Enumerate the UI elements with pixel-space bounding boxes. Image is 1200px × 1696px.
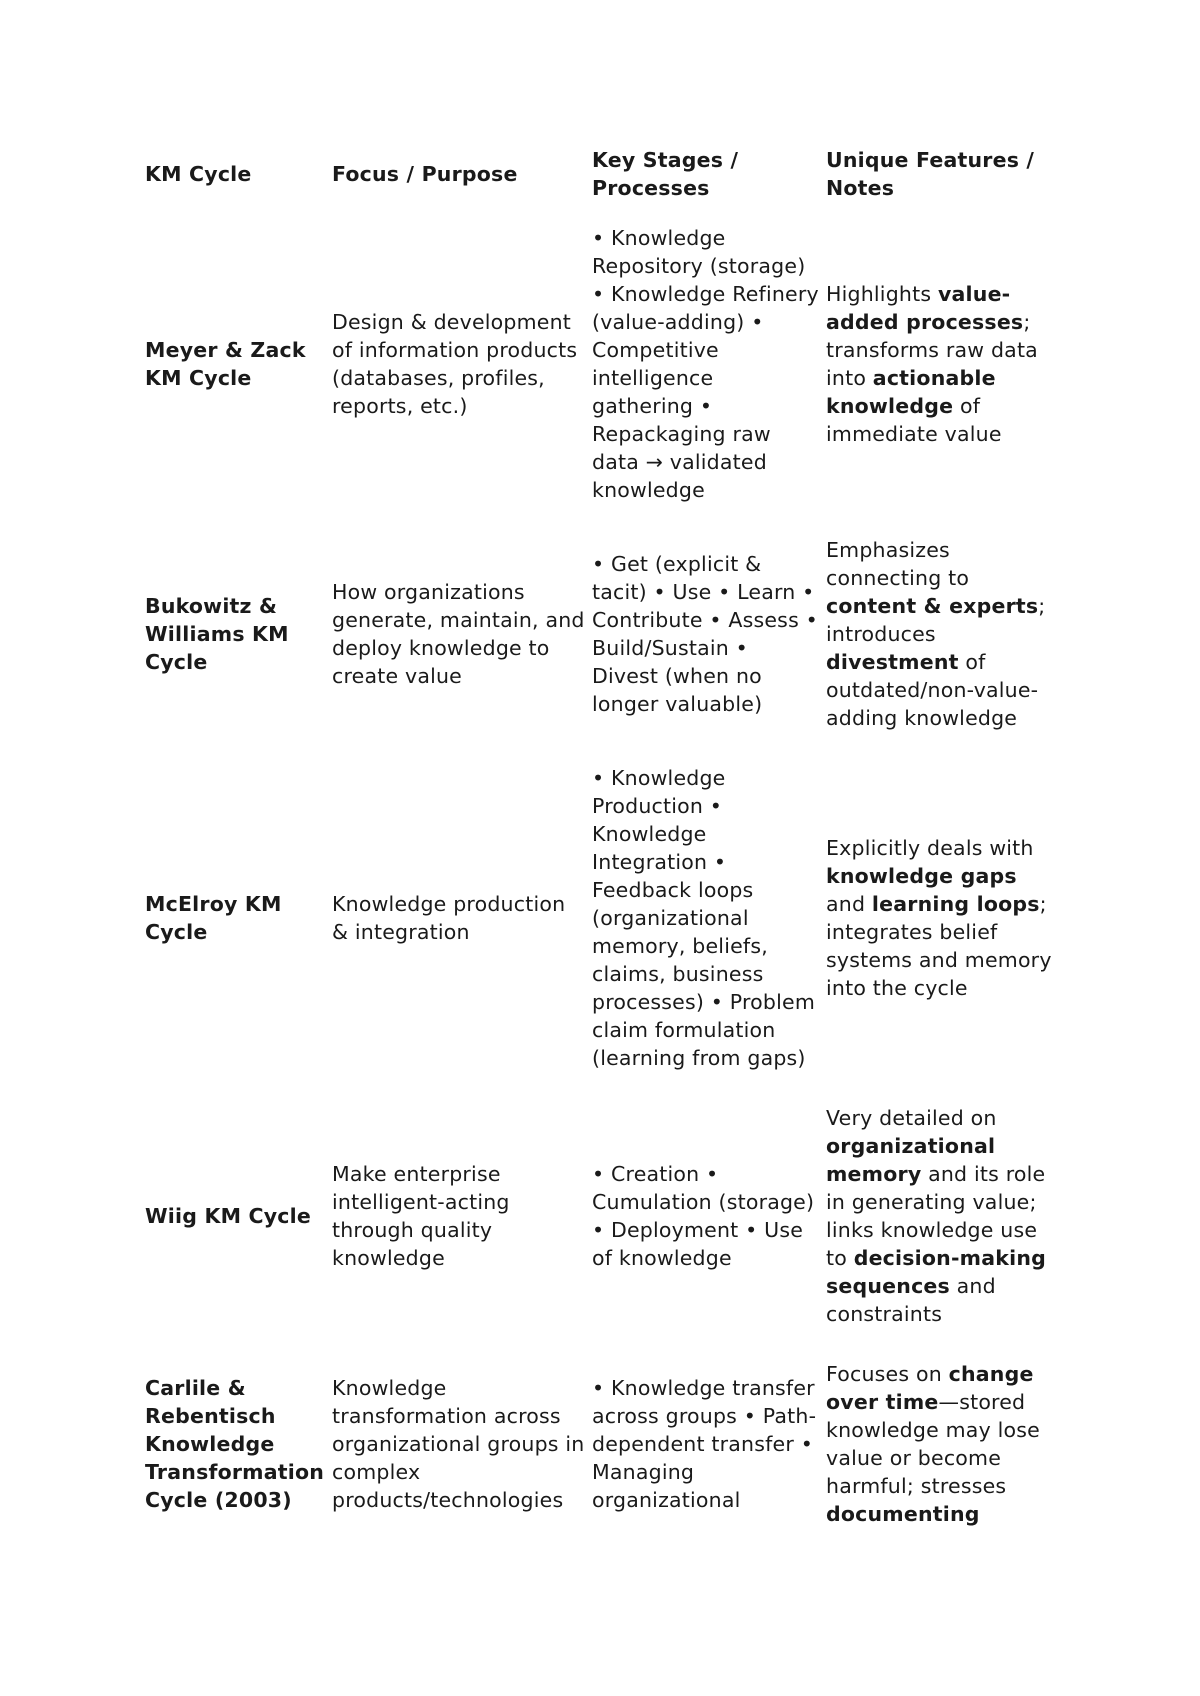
notes-segment: Focuses on [826,1362,949,1386]
table-header-row [145,146,1065,224]
notes-text-cell [826,764,1065,1104]
cycle-name-cell [145,764,332,1104]
focus-text-cell [332,224,592,536]
header-key-stages [592,146,826,224]
cycle-name-cell [145,1104,332,1360]
notes-segment: Emphasizes connecting to [826,538,970,590]
focus-text-cell [332,536,592,764]
cycle-name: Bukowitz & Williams KM Cycle [145,594,289,674]
table-row [145,1360,1065,1528]
notes-emphasis: actionable knowledge [826,366,996,418]
notes-text-cell [826,1104,1065,1360]
notes-emphasis: change over time [826,1362,1034,1414]
notes-emphasis: content & experts [826,594,1039,618]
table-body [145,224,1065,1528]
header-unique-features [826,146,1065,224]
cycle-name: Carlile & Rebentisch Knowledge Transformation Cycle (2003) [145,1376,325,1512]
notes-emphasis: documenting [826,1502,980,1526]
document-page [145,146,1065,1528]
stages-text: • Get (explicit & tacit) • Use • Learn • Contribute • Assess • Build/Sustain • Divest (when no longer valuable) [592,552,818,716]
notes-segment: Explicitly deals with [826,836,1034,860]
notes-segment: ; integrates belief systems and memory into the cycle [826,892,1052,1000]
notes-segment: Very detailed on [826,1106,997,1130]
cycle-name: Meyer & Zack KM Cycle [145,338,306,390]
notes-segment: of outdated/non-value-adding knowledge [826,650,1039,730]
notes-text [826,536,1065,732]
header-focus-purpose: Focus / Purpose [332,162,518,186]
notes-text [826,1360,1065,1528]
notes-segment: ; transforms raw data into [826,310,1038,390]
focus-text: Design & development of information products (databases, profiles, reports, etc.) [332,310,578,418]
stages-text-cell [592,1104,826,1360]
cycle-name: McElroy KM Cycle [145,892,282,944]
focus-text: Knowledge transformation across organizational groups in complex products/technologies [332,1376,585,1512]
stages-text: • Knowledge transfer across groups • Path-dependent transfer • Managing organizational [592,1376,817,1512]
cycle-name-cell [145,536,332,764]
cycle-name-cell [145,1360,332,1528]
focus-text-cell [332,764,592,1104]
focus-text: Make enterprise intelligent-acting through quality knowledge [332,1162,510,1270]
cycle-name: Wiig KM Cycle [145,1204,311,1228]
table-row [145,1104,1065,1360]
notes-segment: Highlights [826,282,938,306]
cycle-name-cell [145,224,332,536]
stages-text-cell [592,224,826,536]
focus-text: Knowledge production & integration [332,892,566,944]
notes-emphasis: value-added processes [826,282,1024,334]
notes-text [826,834,1065,1002]
notes-segment: and [826,892,872,916]
stages-text: • Knowledge Production • Knowledge Integration • Feedback loops (organizational memory, beliefs, claims, business processes) • Problem claim formulation (learning from gaps) [592,766,816,1070]
notes-emphasis: organizational memory [826,1134,996,1186]
notes-segment: and constraints [826,1274,996,1326]
stages-text: • Knowledge Repository (storage) • Knowledge Refinery (value-adding) • Competitive intelligence gathering • Repackaging raw data → validated knowledge [592,226,819,502]
notes-emphasis: knowledge gaps [826,864,1017,888]
notes-text-cell [826,536,1065,764]
notes-emphasis: divestment [826,650,959,674]
notes-segment: and its role in generating value; links knowledge use to [826,1162,1046,1270]
notes-text [826,1104,1065,1328]
table-row [145,764,1065,1104]
focus-text-cell [332,1360,592,1528]
notes-emphasis: decision-making sequences [826,1246,1046,1298]
header-unique-features-text: Unique Features / Notes [826,148,1035,200]
focus-text-cell [332,1104,592,1360]
notes-text [826,280,1065,448]
notes-segment: —stored knowledge may lose value or become harmful; stresses [826,1390,1040,1498]
header-key-stages-text: Key Stages / Processes [592,148,739,200]
stages-text-cell [592,764,826,1104]
stages-text: • Creation • Cumulation (storage) • Deployment • Use of knowledge [592,1162,815,1270]
stages-text-cell [592,536,826,764]
notes-emphasis: learning loops [871,892,1040,916]
focus-text: How organizations generate, maintain, and deploy knowledge to create value [332,580,585,688]
stages-text-cell [592,1360,826,1528]
notes-text-cell [826,224,1065,536]
header-km-cycle: KM Cycle [145,162,252,186]
table-row [145,224,1065,536]
notes-text-cell [826,1360,1065,1528]
km-cycle-comparison-table [145,146,1065,1528]
notes-segment: of immediate value [826,394,1002,446]
notes-segment: ; introduces [826,594,1046,646]
table-row [145,536,1065,764]
